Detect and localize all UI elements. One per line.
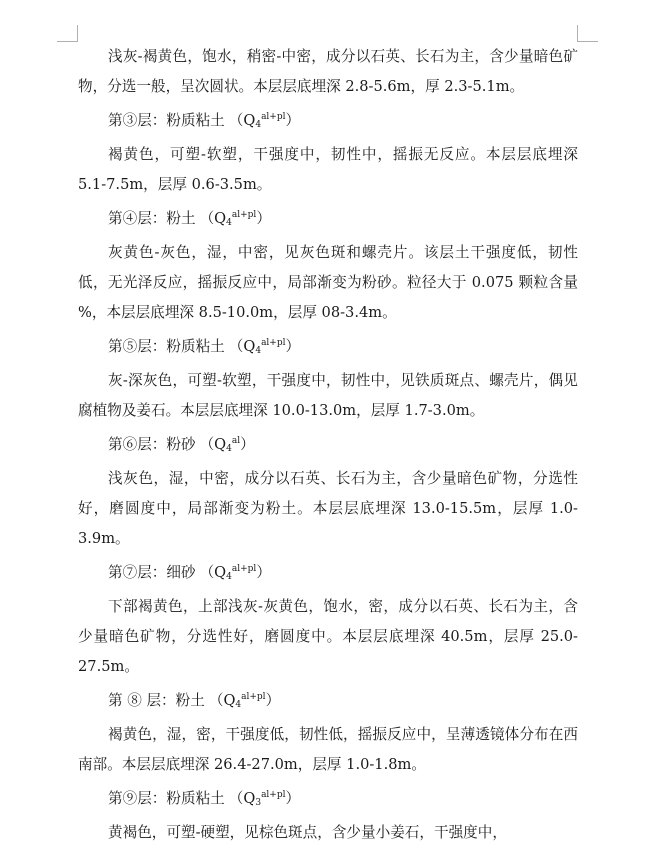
layer-heading-8: 第 ⑧ 层：粉土 $(Q_4^{al+pl})$ — [108, 692, 281, 710]
document-page — [78, 42, 578, 848]
page-corner-mark-top-left — [57, 25, 78, 42]
layer-heading-9: 第⑨层：粉质粘土 $(Q_3^{al+pl})$ — [108, 790, 301, 808]
paragraph-body: 褐黄色，湿，密，干强度低，韧性低，摇振反应中，呈薄透镜体分布在西南部。本层层底埋深 26.4-27.0m，层厚 1.0-1.8m。 — [78, 726, 578, 773]
layer-heading-7: 第⑦层：细砂 $(Q_4^{al+pl})$ — [108, 564, 271, 582]
layer-heading-4: 第④层：粉土 $(Q_4^{al+pl})$ — [108, 210, 271, 228]
paragraph-body: 灰-深灰色，可塑-软塑，干强度中，韧性中，见铁质斑点、螺壳片，偶见腐植物及姜石。本层层底埋深 10.0-13.0m，层厚 1.7-3.0m。 — [78, 372, 578, 419]
layer-heading-3: 第③层：粉质粘土 $(Q_4^{al+pl})$ — [108, 112, 301, 130]
paragraph-body: 褐黄色，可塑-软塑，干强度中，韧性中，摇振无反应。本层层底埋深 5.1-7.5m，层厚 0.6-3.5m。 — [78, 146, 578, 193]
paragraph-body: 灰黄色-灰色，湿，中密，见灰色斑和螺壳片。该层土干强度低，韧性低，无光泽反应，摇振反应中，局部渐变为粉砂。粒径大于 0.075 颗粒含量 %，本层层底埋深 8.5-10.0m，层厚 08-3.4m。 — [78, 244, 578, 321]
paragraph-body: 下部褐黄色，上部浅灰-灰黄色，饱水，密，成分以石英、长石为主，含少量暗色矿物，分选性好，磨圆度中。本层层底埋深 40.5m，层厚 25.0-27.5m。 — [78, 598, 578, 675]
page-corner-mark-top-right — [577, 25, 598, 42]
paragraph-body: 黄褐色，可塑-硬塑，见棕色斑点，含少量小姜石，干强度中， — [108, 824, 507, 841]
paragraph-body: 浅灰-褐黄色，饱水，稍密-中密，成分以石英、长石为主，含少量暗色矿物，分选一般，呈次圆状。本层层底埋深 2.8-5.6m，厚 2.3-5.1m。 — [78, 48, 578, 95]
layer-heading-6: 第⑥层：粉砂 $(Q_4^{al})$ — [108, 436, 255, 454]
layer-heading-5: 第⑤层：粉质粘土 $(Q_4^{al+pl})$ — [108, 338, 301, 356]
paragraph-body: 浅灰色，湿，中密，成分以石英、长石为主，含少量暗色矿物，分选性好，磨圆度中，局部渐变为粉土。本层层底埋深 13.0-15.5m，层厚 1.0-3.9m。 — [78, 470, 578, 547]
